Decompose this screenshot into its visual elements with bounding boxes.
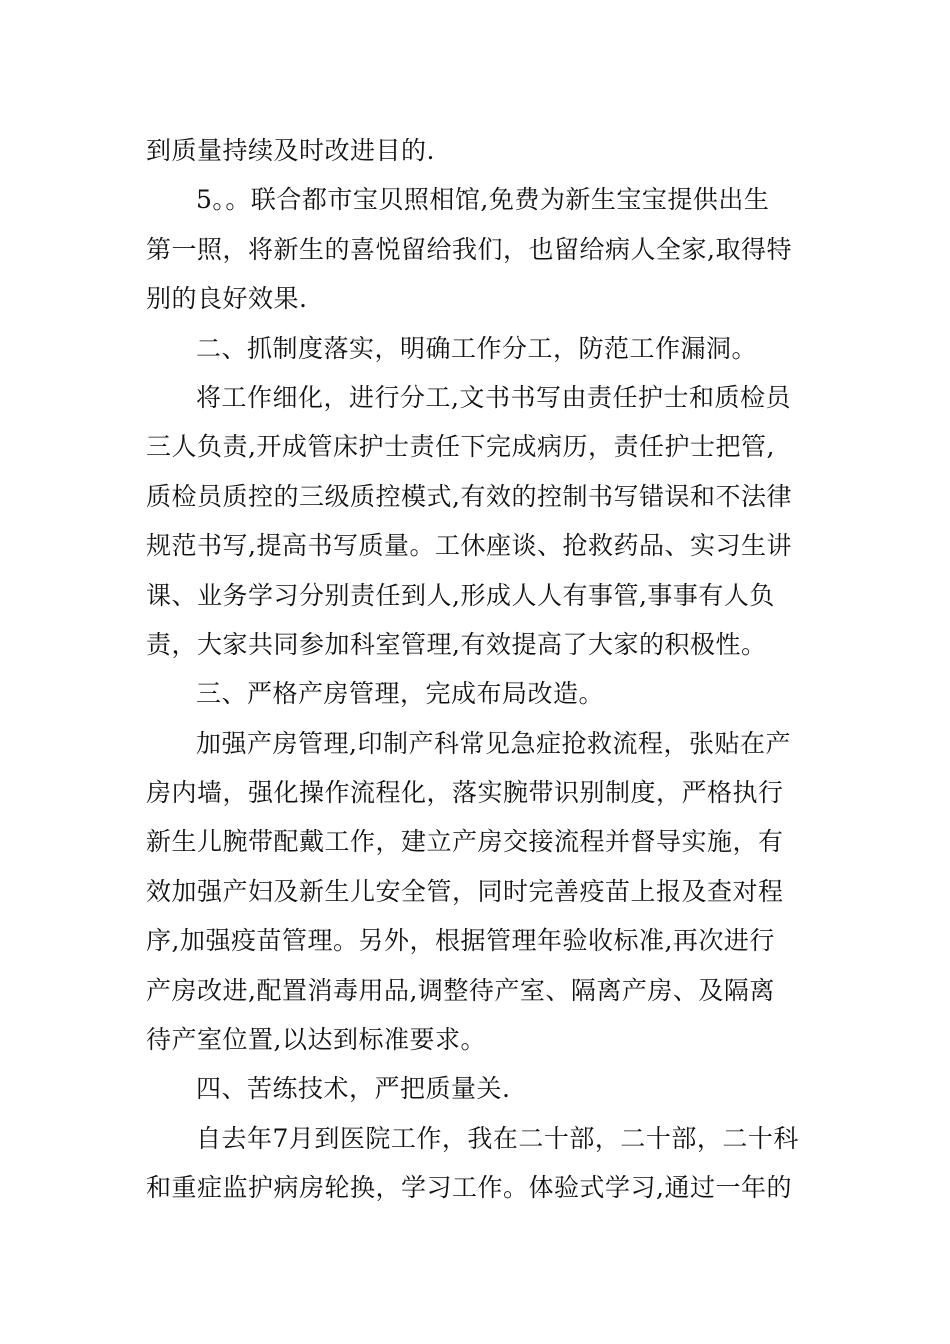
text-line: 规范书写,提高书写质量。工休座谈、抢救药品、实习生讲: [146, 531, 792, 561]
text-line: 自去年7月到医院工作，我在二十部，二十部，二十科: [196, 1123, 799, 1153]
text-line: 和重症监护病房轮换，学习工作。体验式学习,通过一年的: [146, 1173, 792, 1203]
text-line: 第一照，将新生的喜悦留给我们，也留给病人全家,取得特: [146, 234, 792, 264]
text-line: 将工作细化，进行分工,文书书写由责任护士和质检员: [196, 382, 791, 412]
text-line: 5。。联合都市宝贝照相馆,免费为新生宝宝提供出生: [196, 185, 770, 215]
section-heading: 三、严格产房管理，完成布局改造。: [196, 679, 605, 709]
text-line: 房内墙，强化操作流程化，落实腕带识别制度，严格执行: [146, 778, 784, 808]
text-line: 责，大家共同参加科室管理,有效提高了大家的积极性。: [146, 629, 767, 659]
document-body: [146, 126, 806, 1213]
section-heading: 二、抓制度落实，明确工作分工，防范工作漏洞。: [196, 333, 758, 363]
text-line: 加强产房管理,印制产科常见急症抢救流程，张贴在产: [196, 728, 791, 758]
text-line: 质检员质控的三级质控模式,有效的控制书写错误和不法律: [146, 481, 792, 511]
text-line: 待产室位置,以达到标准要求。: [146, 1025, 486, 1055]
text-line: 序,加强疫苗管理。另外，根据管理年验收标准,再次进行: [146, 926, 775, 956]
text-line: 效加强产妇及新生儿安全管，同时完善疫苗上报及查对程: [146, 876, 784, 906]
text-line: 课、业务学习分别责任到人,形成人人有事管,事事有人负: [146, 580, 775, 610]
text-line: 别的良好效果.: [146, 284, 308, 314]
text-line: 到质量持续及时改进目的.: [146, 136, 435, 165]
text-line: 新生儿腕带配戴工作，建立产房交接流程并督导实施，有: [146, 827, 784, 857]
section-heading: 四、苦练技术，严把质量关.: [196, 1074, 511, 1104]
text-line: 三人负责,开成管床护士责任下完成病历，责任护士把管,: [146, 432, 775, 462]
text-line: 产房改进,配置消毒用品,调整待产室、隔离产房、及隔离: [146, 975, 775, 1005]
